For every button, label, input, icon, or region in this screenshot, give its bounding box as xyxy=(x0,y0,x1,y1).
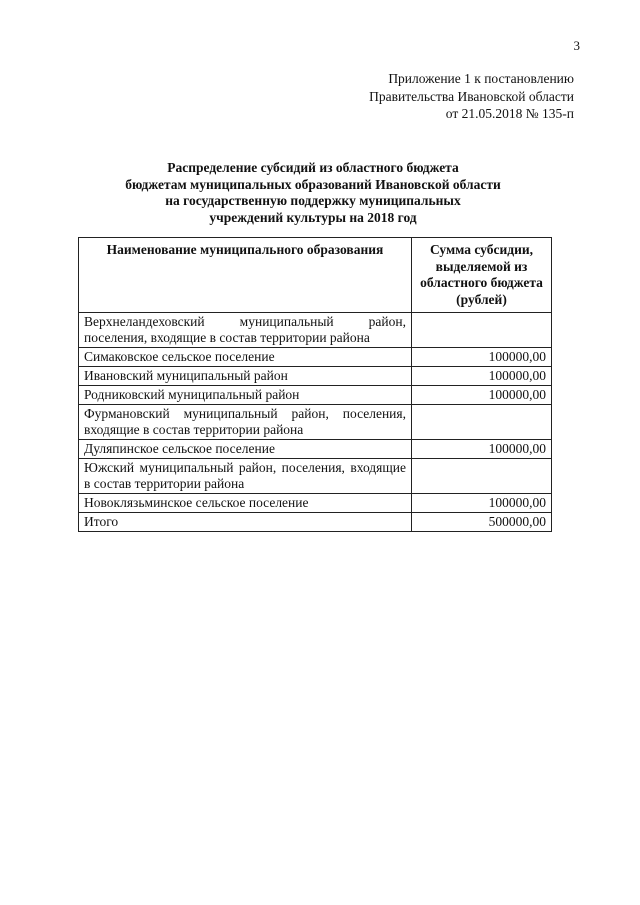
table-row xyxy=(79,367,552,386)
header-sum: Сумма субсидии, выделяемой из областного бюджета (рублей) xyxy=(412,238,552,313)
total-amount: 500000,00 xyxy=(412,513,552,532)
document-title xyxy=(78,160,548,226)
municipality-name: Южский муниципальный район, поселения, входящие в состав территории района xyxy=(79,459,412,494)
title-line: бюджетам муниципальных образований Ивановской области xyxy=(125,176,501,192)
subsidy-table xyxy=(78,237,552,532)
table-row xyxy=(79,348,552,367)
title-line: учреждений культуры на 2018 год xyxy=(209,209,417,225)
subsidy-amount xyxy=(412,459,552,494)
subsidy-amount: 100000,00 xyxy=(412,386,552,405)
total-label: Итого xyxy=(79,513,412,532)
header-name: Наименование муниципального образования xyxy=(79,238,412,313)
appendix-line: от 21.05.2018 № 135-п xyxy=(445,106,574,121)
table-row xyxy=(79,494,552,513)
table-header-row xyxy=(79,238,552,313)
appendix-line: Правительства Ивановской области xyxy=(369,88,574,104)
municipality-name: Фурмановский муниципальный район, поселения, входящие в состав территории района xyxy=(79,405,412,440)
municipality-name: Новоклязьминское сельское поселение xyxy=(79,494,412,513)
table-row xyxy=(79,386,552,405)
table-row xyxy=(79,313,552,348)
appendix-line: Приложение 1 к постановлению xyxy=(388,71,574,86)
subsidy-amount: 100000,00 xyxy=(412,367,552,386)
total-row xyxy=(79,513,552,532)
municipality-name: Ивановский муниципальный район xyxy=(79,367,412,386)
appendix-note xyxy=(369,70,574,123)
table-row xyxy=(79,440,552,459)
subsidy-amount: 100000,00 xyxy=(412,494,552,513)
municipality-name: Родниковский муниципальный район xyxy=(79,386,412,405)
municipality-name: Верхнеландеховский муниципальный район, поселения, входящие в состав территории района xyxy=(79,313,412,348)
subsidy-amount xyxy=(412,313,552,348)
table-row xyxy=(79,405,552,440)
subsidy-amount: 100000,00 xyxy=(412,348,552,367)
page-number: 3 xyxy=(573,38,580,53)
subsidy-amount: 100000,00 xyxy=(412,440,552,459)
subsidy-amount xyxy=(412,405,552,440)
municipality-name: Симаковское сельское поселение xyxy=(79,348,412,367)
table-row xyxy=(79,459,552,494)
title-line: на государственную поддержку муниципальных xyxy=(165,193,461,208)
municipality-name: Дуляпинское сельское поселение xyxy=(79,440,412,459)
title-line: Распределение субсидий из областного бюджета xyxy=(167,160,459,175)
